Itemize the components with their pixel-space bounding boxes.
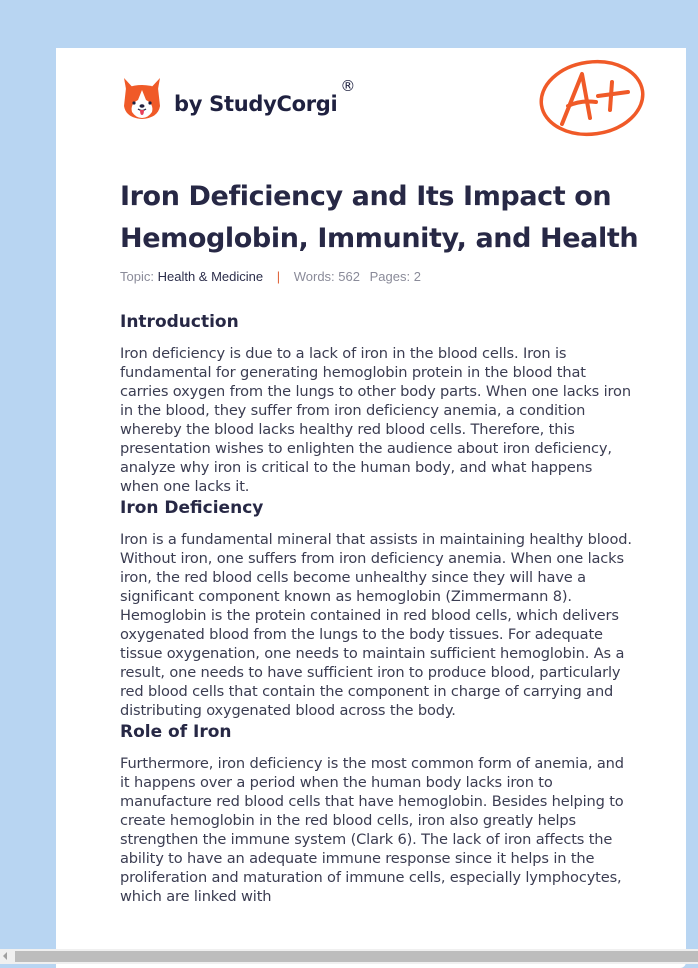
document-card [56, 48, 686, 968]
horizontal-scrollbar[interactable] [0, 949, 698, 964]
meta-separator: | [276, 269, 281, 284]
topic-link[interactable]: Health & Medicine [157, 269, 264, 284]
corgi-logo-icon [122, 76, 162, 120]
scrollbar-thumb[interactable] [15, 951, 698, 962]
studycorgi-logo[interactable] [122, 76, 355, 120]
section-heading-role-of-iron: Role of Iron [120, 722, 232, 742]
registered-mark: ® [340, 77, 356, 95]
section-text-introduction: Iron deficiency is due to a lack of iron in the blood cells. Iron is fundamental for generating hemoglobin protein in the blood that carries oxygen from the lungs to other body parts. When one lacks iron in the blood, they suffer from iron deficiency anemia, a condition whereby the blood lacks healthy red blood cells. Therefore, this presentation wishes to enlighten the audience about iron deficiency, analyze why iron is critical to the human body, and what happens when one lacks it. [120, 345, 631, 495]
scroll-left-arrow-icon[interactable] [3, 952, 7, 960]
document-body [120, 310, 634, 906]
section-text-role-of-iron: Furthermore, iron deficiency is the most common form of anemia, and it happens over a period when the human body lacks iron to manufacture red blood cells that have hemoglobin. Besides helping to create hemoglobin in the red blood cells, iron also greatly helps strengthen the immune system (Clark 6). The lack of iron affects the ability to have an adequate immune response since it helps in the proliferation and maturation of immune cells, especially lymphocytes, which are linked with [120, 755, 624, 905]
section-heading-introduction: Introduction [120, 312, 239, 332]
brand-name: by StudyCorgi [174, 92, 338, 116]
section-heading-iron-deficiency: Iron Deficiency [120, 498, 264, 518]
page-count: Pages: 2 [369, 269, 421, 284]
section-text-iron-deficiency: Iron is a fundamental mineral that assists in maintaining healthy blood. Without iron, one suffers from iron deficiency anemia. When one lacks iron, the red blood cells become unhealthy since they will have a significant component known as hemoglobin (Zimmermann 8). Hemoglobin is the protein contained in red blood cells, which delivers oxygenated blood from the lungs to the body tissues. For adequate tissue oxygenation, one needs to maintain sufficient hemoglobin. As a result, one needs to have sufficient iron to produce blood, particularly red blood cells that contain the component in charge of carrying and distributing oxygenated blood across the body. [120, 531, 632, 719]
document-title: Iron Deficiency and Its Impact on Hemoglobin, Immunity, and Health [120, 181, 639, 254]
document-meta [120, 269, 421, 284]
a-plus-grade-icon [538, 58, 648, 140]
topic-label: Topic: [120, 269, 154, 284]
word-count: Words: 562 [293, 269, 360, 284]
